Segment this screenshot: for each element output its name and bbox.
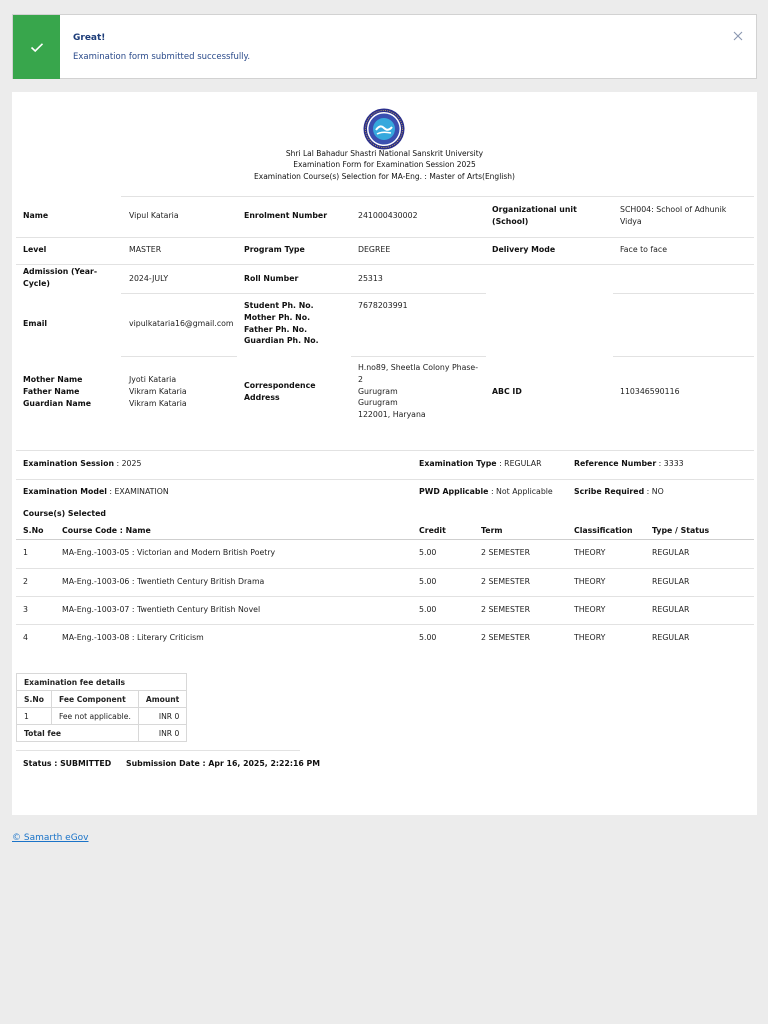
name-label: Name xyxy=(23,211,49,220)
address-label: Correspondence Address xyxy=(244,381,316,402)
exam-model-label: Examination Model xyxy=(23,487,107,496)
col-classification: Classification xyxy=(574,526,633,535)
father-name-label: Father Name xyxy=(23,386,80,396)
row-type-status: REGULAR xyxy=(652,548,690,557)
row-classification: THEORY xyxy=(574,548,606,557)
fee-table-title: Examination fee details xyxy=(17,674,187,691)
success-alert xyxy=(12,14,757,79)
exam-session xyxy=(23,458,141,470)
close-icon[interactable] xyxy=(732,30,744,42)
guardian-name-label: Guardian Name xyxy=(23,398,92,408)
row-term: 2 SEMESTER xyxy=(481,633,531,642)
phone-labels xyxy=(244,300,319,347)
email-value: vipulkataria16@gmail.com xyxy=(129,319,234,328)
courses-selected-title: Course(s) Selected xyxy=(23,509,106,518)
row-term: 2 SEMESTER xyxy=(481,605,531,614)
examination-form-card xyxy=(12,92,757,815)
enrolment-label: Enrolment Number xyxy=(244,211,328,220)
check-icon xyxy=(30,42,44,53)
row-classification: THEORY xyxy=(574,633,606,642)
delivery-mode: Face to face xyxy=(620,245,668,254)
total-fee-label: Total fee xyxy=(17,725,139,742)
status-text: Status : SUBMITTED xyxy=(23,759,112,768)
scribe-value: : NO xyxy=(644,487,664,496)
row-term: 2 SEMESTER xyxy=(481,577,531,586)
fee-col-amount: Amount xyxy=(138,691,186,708)
exam-session-value: : 2025 xyxy=(114,459,142,468)
address-line: Gurugram xyxy=(358,398,398,408)
exam-type-value: : REGULAR xyxy=(496,459,542,468)
parent-names xyxy=(129,374,187,409)
row-sno: 3 xyxy=(23,605,28,614)
alert-message: Examination form submitted successfully. xyxy=(73,52,251,62)
pwd-label: PWD Applicable xyxy=(419,487,489,496)
email-label: Email xyxy=(23,319,48,328)
row-term: 2 SEMESTER xyxy=(481,548,531,557)
submission-status xyxy=(23,759,320,768)
level-value: MASTER xyxy=(129,245,162,254)
student-phone-label: Student Ph. No. xyxy=(244,301,314,310)
row-classification: THEORY xyxy=(574,577,606,586)
address-line: 2 xyxy=(358,374,363,384)
parent-labels xyxy=(23,374,91,409)
delivery-mode-label: Delivery Mode xyxy=(492,245,556,254)
correspondence-address xyxy=(358,362,478,421)
mother-name-label: Mother Name xyxy=(23,375,83,384)
admission-label: Admission (Year-Cycle) xyxy=(23,267,98,288)
row-credit: 5.00 xyxy=(419,548,437,557)
row-course: MA-Eng.-1003-08 : Literary Criticism xyxy=(62,633,204,642)
total-fee: INR 0 xyxy=(138,725,186,742)
roll-number: 25313 xyxy=(358,274,383,283)
pwd-applicable xyxy=(419,486,553,498)
col-course: Course Code : Name xyxy=(62,526,151,535)
row-type-status: REGULAR xyxy=(652,577,690,586)
address-line: 122001, Haryana xyxy=(358,410,426,420)
exam-type xyxy=(419,458,542,470)
reference-number-label: Reference Number xyxy=(574,459,657,468)
university-seal-icon xyxy=(363,108,405,150)
father-name: Vikram Kataria xyxy=(129,386,187,396)
admission-value: 2024-JULY xyxy=(129,274,169,283)
address-line: Gurugram xyxy=(358,386,398,396)
row-course: MA-Eng.-1003-05 : Victorian and Modern British Poetry xyxy=(62,548,276,557)
reference-number xyxy=(574,458,684,470)
scribe-label: Scribe Required xyxy=(574,487,645,496)
row-sno: 4 xyxy=(23,633,28,642)
mother-phone-label: Mother Ph. No. xyxy=(244,312,311,322)
program-type: DEGREE xyxy=(358,245,391,254)
fee-details-table xyxy=(16,673,187,742)
pwd-value: : Not Applicable xyxy=(488,487,553,496)
exam-model xyxy=(23,486,169,498)
col-sno: S.No xyxy=(23,526,44,535)
row-course: MA-Eng.-1003-07 : Twentieth Century British Novel xyxy=(62,605,261,614)
fee-col-component: Fee Component xyxy=(51,691,138,708)
row-classification: THEORY xyxy=(574,605,606,614)
abc-id: 110346590116 xyxy=(620,387,680,396)
row-sno: 1 xyxy=(23,548,28,557)
org-unit: SCH004: School of Adhunik Vidya xyxy=(620,205,727,226)
exam-model-value: : EXAMINATION xyxy=(106,487,169,496)
phone-value: 7678203991 xyxy=(358,301,408,310)
col-term: Term xyxy=(481,526,503,535)
row-type-status: REGULAR xyxy=(652,633,690,642)
exam-session-label: Examination Session xyxy=(23,459,115,468)
university-name: Shri Lal Bahadur Shastri National Sanskrit University xyxy=(285,149,484,158)
exam-type-label: Examination Type xyxy=(419,459,497,468)
org-unit-label: Organizational unit (School) xyxy=(492,205,577,226)
submission-date: Submission Date : Apr 16, 2025, 2:22:16 PM xyxy=(125,759,320,768)
mother-name: Jyoti Kataria xyxy=(129,375,177,384)
student-name: Vipul Kataria xyxy=(129,211,179,220)
row-credit: 5.00 xyxy=(419,605,437,614)
alert-title: Great! xyxy=(73,33,106,43)
fee-component: Fee not applicable. xyxy=(51,708,138,725)
father-phone-label: Father Ph. No. xyxy=(244,324,308,334)
fee-col-sno: S.No xyxy=(17,691,52,708)
roll-number-label: Roll Number xyxy=(244,274,299,283)
col-type-status: Type / Status xyxy=(652,526,710,535)
scribe-required xyxy=(574,486,664,498)
form-title: Examination Form for Examination Session 2025 xyxy=(293,160,476,169)
row-course: MA-Eng.-1003-06 : Twentieth Century British Drama xyxy=(62,577,265,586)
fee-sno: 1 xyxy=(17,708,52,725)
fee-amount: INR 0 xyxy=(138,708,186,725)
alert-icon-box xyxy=(13,15,60,79)
course-selection-title: Examination Course(s) Selection for MA-Eng. : Master of Arts(English) xyxy=(254,172,515,181)
reference-number-value: : 3333 xyxy=(656,459,684,468)
guardian-phone-label: Guardian Ph. No. xyxy=(244,336,319,346)
address-line: H.no89, Sheetla Colony Phase- xyxy=(358,363,479,372)
fee-row xyxy=(17,708,187,725)
program-type-label: Program Type xyxy=(244,245,305,254)
row-credit: 5.00 xyxy=(419,633,437,642)
row-sno: 2 xyxy=(23,577,28,586)
abc-id-label: ABC ID xyxy=(492,387,522,396)
samarth-egov-link[interactable]: © Samarth eGov xyxy=(12,833,89,843)
level-label: Level xyxy=(23,245,47,254)
row-type-status: REGULAR xyxy=(652,605,690,614)
enrolment-number: 241000430002 xyxy=(358,211,418,220)
guardian-name: Vikram Kataria xyxy=(129,398,187,408)
col-credit: Credit xyxy=(419,526,446,535)
row-credit: 5.00 xyxy=(419,577,437,586)
